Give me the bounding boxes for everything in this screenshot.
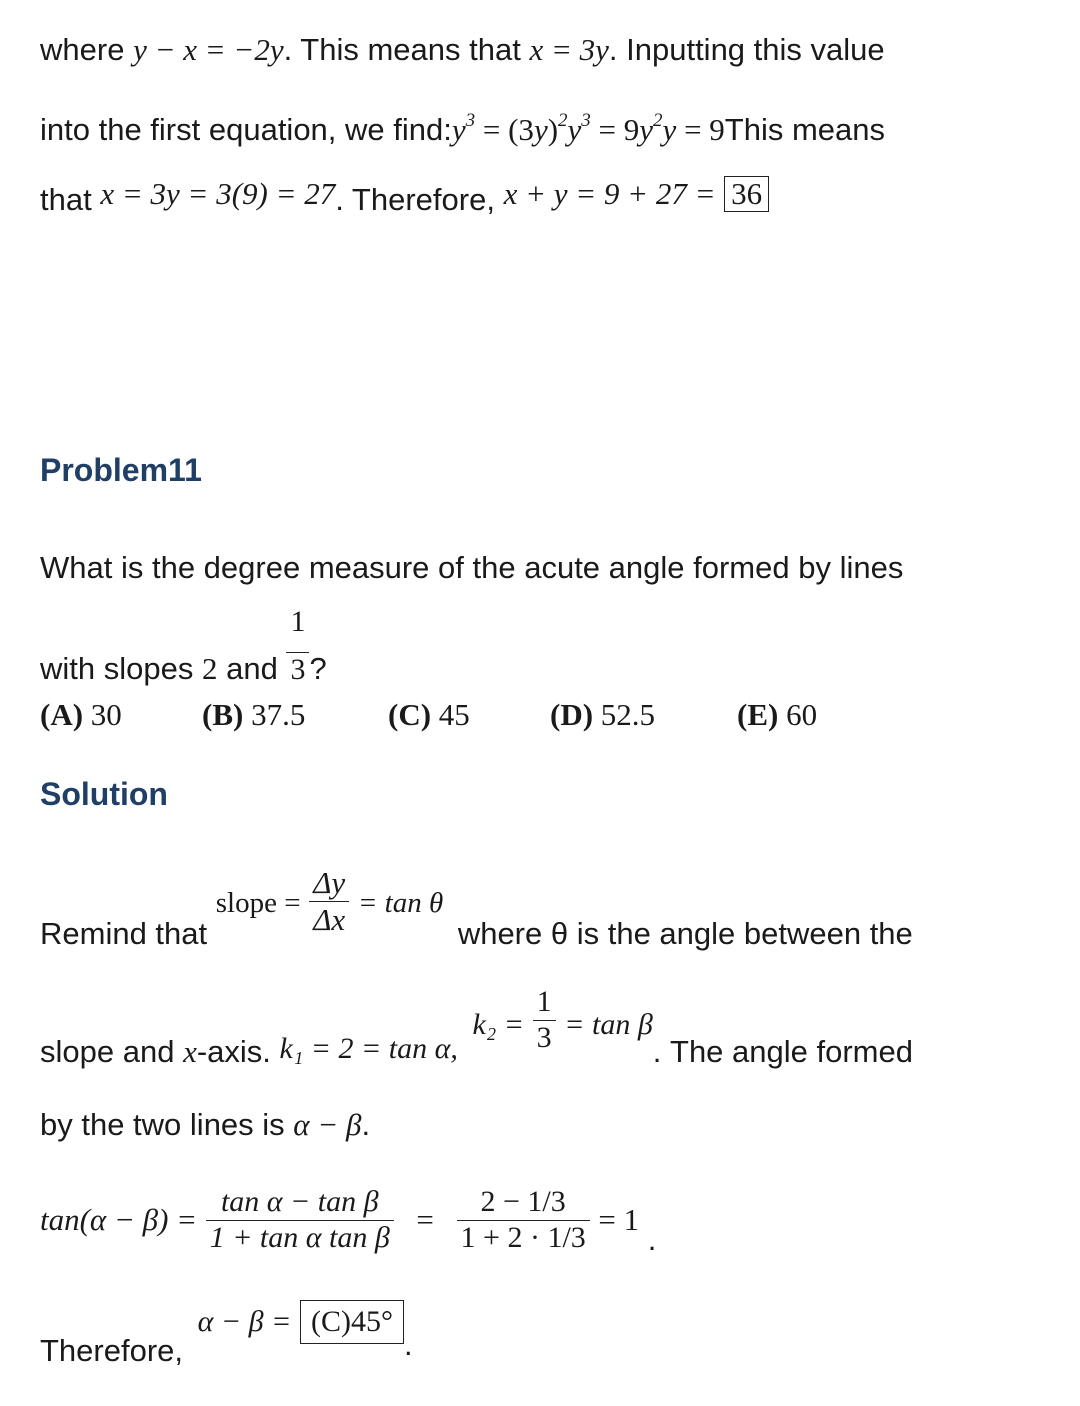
- word-that: that: [40, 182, 92, 217]
- equation-y-minus-x: y − x = −2y: [133, 32, 284, 67]
- tan-numerator: tan α − tan β: [220, 1185, 379, 1218]
- k2-denominator: 3: [533, 1020, 556, 1056]
- text-where-theta: where θ is the angle between the: [457, 915, 913, 951]
- choice-a: (A) 30: [40, 697, 122, 732]
- choice-d: (D) 52.5: [550, 697, 656, 732]
- solution-k-line: [40, 985, 913, 1070]
- fraction-k2: [533, 985, 556, 1055]
- solution-remind-line: [40, 865, 913, 951]
- choice-b: (B) 37.5: [202, 697, 306, 732]
- equals-tan-theta: = tan θ: [357, 886, 444, 919]
- delta-y: Δy: [313, 865, 346, 900]
- alpha-minus-beta: α − β: [293, 1107, 362, 1142]
- equals-one: = 1: [598, 1202, 640, 1237]
- solution-by-lines: [40, 1105, 370, 1145]
- numeric-denominator: 1 + 2 · 1/3: [457, 1220, 590, 1256]
- prev-line-3: [40, 176, 769, 220]
- text-angle-formed: . The angle formed: [652, 1034, 913, 1070]
- numeric-numerator: 2 − 1/3: [480, 1185, 566, 1218]
- prev-line-1: [40, 30, 885, 70]
- equation-sum: x + y = 9 + 27 =: [503, 176, 716, 211]
- equation-chain: $y^3 = (3y)^2y^3 = 9y^2y = 9$: [451, 110, 725, 147]
- tan-difference-formula: [40, 1185, 657, 1258]
- fraction-denominator: 3: [286, 652, 309, 688]
- k2-numerator: 1: [536, 985, 552, 1018]
- choice-c: (C) 45: [388, 697, 470, 732]
- text-this-means-2: This means: [724, 112, 886, 147]
- fraction-dy-dx: [309, 865, 349, 937]
- final-answer-line: [40, 1300, 413, 1368]
- question-line-2: [40, 605, 327, 687]
- equals-sign: =: [416, 1202, 434, 1237]
- fraction-one-third: [286, 605, 309, 687]
- equation-x-27: x = 3y = 3(9) = 27: [100, 176, 336, 211]
- word-where: where: [40, 32, 125, 67]
- question-line-1: What is the degree measure of the acute angle formed by lines: [40, 550, 904, 585]
- period-2: .: [647, 1222, 657, 1258]
- k2-rhs: = tan β: [564, 1008, 653, 1042]
- answer-box-36: 36: [724, 176, 769, 212]
- text-therefore-final: Therefore,: [40, 1333, 184, 1368]
- k2-lhs: k₂ =: [472, 1008, 524, 1042]
- fraction-tan-identity: [206, 1185, 394, 1255]
- x-variable: x: [183, 1034, 197, 1070]
- problem-heading: Problem11: [40, 452, 202, 488]
- k1-equation: k₁ = 2 = tan α,: [279, 1032, 458, 1066]
- final-lhs: α − β =: [197, 1305, 292, 1338]
- final-answer-box: (C)45°: [300, 1300, 404, 1344]
- solution-heading: Solution: [40, 776, 168, 812]
- period-1: .: [361, 1107, 371, 1142]
- text-with-slopes: with slopes: [40, 651, 194, 686]
- text-therefore: . Therefore,: [335, 182, 495, 217]
- text-axis: -axis.: [196, 1034, 271, 1070]
- equation-x-equals-3y: x = 3y: [529, 32, 609, 67]
- text-slope-and: slope and: [40, 1034, 175, 1070]
- prev-line-2: [40, 110, 885, 155]
- period-3: .: [403, 1327, 413, 1362]
- question-mark: ?: [309, 651, 327, 686]
- delta-x: Δx: [309, 901, 349, 938]
- text-into-first-equation: into the first equation, we find:: [40, 112, 452, 147]
- text-inputting: . Inputting this value: [608, 32, 885, 67]
- slope-value-2: 2: [201, 651, 218, 686]
- word-and: and: [226, 651, 278, 686]
- text-this-means: . This means that: [283, 32, 521, 67]
- text-remind-that: Remind that: [40, 915, 208, 951]
- slope-equals: slope =: [215, 886, 301, 919]
- fraction-numeric: [457, 1185, 590, 1255]
- text-by-two-lines: by the two lines is: [40, 1107, 285, 1142]
- choice-e: (E) 60: [737, 697, 818, 732]
- tan-denominator: 1 + tan α tan β: [206, 1220, 394, 1256]
- tan-lhs: tan(α − β) =: [40, 1202, 198, 1237]
- fraction-numerator: 1: [290, 605, 306, 638]
